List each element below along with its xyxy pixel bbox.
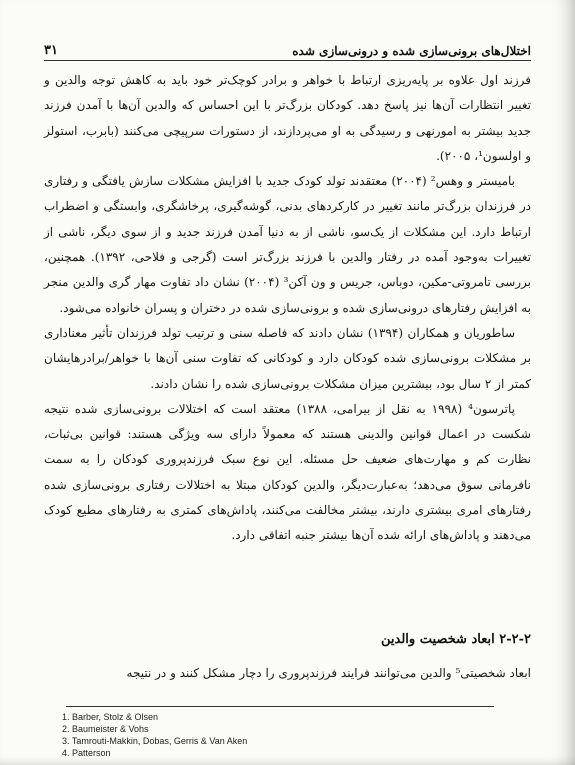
page-number: ۳۱ — [44, 43, 58, 58]
running-header — [44, 36, 531, 61]
footnote: 4. Patterson — [62, 748, 111, 758]
paragraph: فرزند اول علاوه بر پایه‌ریزی ارتباط با خواهر و برادر کوچک‌تر خود باید به کاهش توجه والدین و تغییر انتظارات آن‌ها نیز پاسخ دهد. کودکان بزرگ‌تر با این احساس که والدین آن‌ها با آمدن فرزند جدید بیشتر به امورنهی و رسیدگی به او می‌پردازند، از دستورات سرپیچی می‌کنند (بابرب، استولز و اولسون¹، ۲۰۰۵). — [44, 73, 531, 163]
section-paragraph: ابعاد شخصیتی⁵ والدین می‌توانند فرایند فرزندپروری را دچار مشکل کنند و در نتیجه — [126, 666, 531, 680]
body-text — [44, 68, 531, 549]
paragraph: ساطوریان و همکاران (۱۳۹۴) نشان دادند که فاصله سنی و ترتیب تولد فرزندان تأثیر معناداری بر مشکلات برونی‌سازی شده کودکان دارد و کودکانی که تفاوت سنی آن‌ها با خواهر/برادرهایشان کمتر از ۲ سال بود، بیشترین میزان مشکلات برونی‌سازی شده را نشان دادند. — [44, 325, 531, 391]
section-heading: ۲-۲-۲ ابعاد شخصیت والدین — [380, 632, 531, 647]
footnote: 3. Tamrouti-Makkin, Dobas, Gerris & Van Aken — [62, 736, 248, 746]
footnote: 2. Baumeister & Vohs — [62, 724, 149, 734]
footnote-divider — [66, 706, 494, 707]
footnote: 1. Barber, Stolz & Olsen — [62, 712, 159, 722]
paragraph: پاترسون⁴ (۱۹۹۸ به نقل از بیرامی، ۱۳۸۸) معتقد است که اختلالات برونی‌سازی شده نتیجه شکست در اعمال قوانین والدینی هستند که معمولاً دارای سه ویژگی هستند: قوانین بی‌ثبات، نظارت کم و مهارت‌های ضعیف حل مسئله. این نوع سبک فرزندپروری کودکان را به سمت نافرمانی سوق می‌دهد؛ به‌عبارت‌دیگر، والدین کودکان مبتلا به اختلالات رفتاری برونی‌سازی شده رفتارهای امری بیشتری دارند، بیشتر مخالفت می‌کنند، پاداش‌های کمتری به رفتارهای مطیع کودک می‌دهند و پاداش‌های ارائه شده آن‌ها بیشتر جنبه اتفاقی دارد. — [44, 401, 532, 543]
header-title: اختلال‌های برونی‌سازی شده و درونی‌سازی شده — [292, 44, 531, 58]
paragraph: بامیستر و وهس² (۲۰۰۴) معتقدند تولد کودک جدید با افزایش مشکلات سازش یافتگی و رفتاری در فرزندان بزرگ‌تر مانند تغییر در کارکردهای بدنی، گوشه‌گیری، پرخاشگری، وابستگی و اضطراب ارتباط دارد. این مشکلات از یک‌سو، ناشی از به دنیا آمدن فرزند جدید و از سوی دیگر، ناشی از تغییرات به‌وجود آمده در رفتار والدین با فرزند بزرگ‌تر است (گرجی و فلاحی، ۱۳۹۲). همچنین، بررسی تامروتی-مکین، دوباس، جریس و ون آکن³ (۲۰۰۴) نشان داد تفاوت مهار گری والدین منجر به افزایش رفتارهای درونی‌سازی شده و برونی‌سازی شده در دختران و پسران خانواده می‌شود. — [44, 174, 532, 315]
footnotes — [62, 711, 492, 759]
